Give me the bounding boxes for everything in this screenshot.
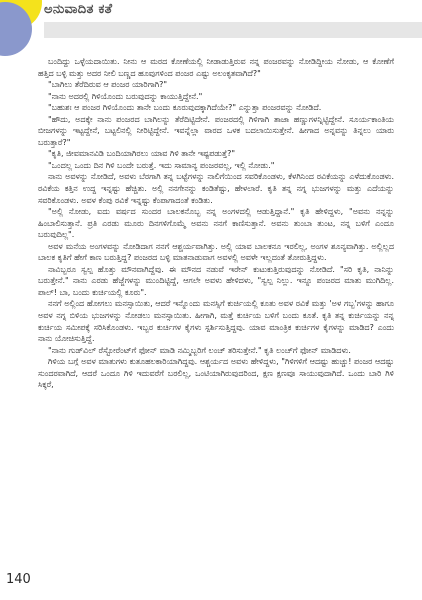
paragraph: "ಹೌದು, ಅದಕ್ಕೇ ನಾನು ಪಂಜರದ ಬಾಗಿಲನ್ನು ತೆರೆದಿಟ್ಟಿದೇನೆ. ಪಂಜರದಲ್ಲಿ ಗಿಳಿಗಾಗಿ ತಾಜಾ ಹಣ್ಣುಗಳನ್ನಿಟ್ಟಿದ್ದೇನೆ. ಸೂರ್ಯಕಾಂತಿಯ ಬೀಜಗಳನ್ನು ಇಟ್ಟದ್ದೇನೆ, ಬಟ್ಟಲಿನಲ್ಲಿ ನೀರಿಟ್ಟಿದ್ದೇನೆ. ಇವನ್ನೆಲ್ಲಾ ವಾರದ ಒಳಕ ಬದಲಾಯಿಸುತ್ತೇನೆ. ಹೀಗಾದ ಅನ್ನವನ್ನು ತಿನ್ನಲು ಯಾರು ಬರುತ್ತಾರೆ?" bbox=[38, 114, 394, 147]
paragraph: ಗಿಳಿಯ ಬಗ್ಗೆ ಅವಳ ಮಾತುಗಳು ಕುತೂಹಲಕಾರಿಯಾಗಿದ್ದವು. ಆಶ್ಚರ್ಯದ ಅವಳು ಹೇಳಿದ್ದಳು, "ಗಿಳಿಗಳಿಗೆ ಆದಷ್ಟು ಹುಚ್ಚು! ಪಂಜರ ಆದಷ್ಟು ಸುಂದರವಾಗಿದೆ, ಆದರೆ ಒಂದೂ ಗಿಳಿ ಇದುವರೆಗೆ ಬರಲಿಲ್ಲ, ಒಂಟಿಯಾಗಿರುವುದರಿಂದ, ಕ್ಷಣ ಕ್ಷಣವೂ ಸಾಯುವುದಾಗಿದೆ. ಒಂದು ಬಾರಿ ಗಿಳಿ ಸಿಕ್ಕರೆ, bbox=[38, 357, 394, 390]
paragraph: "ನಾನು ಅದರಲ್ಲಿ ಗಿಳಿಯೊಂದು ಬರುವುದನ್ನು ಕಾಯುತ್ತಿದ್ದೇನೆ." bbox=[48, 91, 203, 101]
paragraph: "ಅಲ್ಲಿ ನೋಡು, ಐದು ವರ್ಷದ ಸುಂದರ ಬಾಲಕನೊಬ್ಬ ನನ್ನ ಅಂಗಳದಲ್ಲಿ ಆಡುತ್ತಿದ್ದಾನೆ." ಕೃತಿ ಹೇಳಿದ್ದಳು, "ಅವನು ನನ್ನನ್ನು ಹಿಂಬಾಲಿಸುತ್ತಾನೆ. ಪ್ರತಿ ಎರಡು ಮೂರು ದಿನಗಳಿಗೊಮ್ಮೆ ಅವನು ನನಗೆ ಕಾಣಿಸುತ್ತಾನೆ. ಅವನು ತುಂಬಾ ತುಂಟ, ನನ್ನ ಬಳಿಗೆ ಎಂದೂ ಬರುವುದಿಲ್ಲ". bbox=[38, 207, 394, 240]
page-number: 140 bbox=[6, 572, 31, 587]
body-text bbox=[38, 56, 394, 568]
paragraph: ನಾವಿಬ್ಬರೂ ಸ್ವಲ್ಪ ಹೊತ್ತು ಮೌನವಾಗಿದ್ದೆವು. ಈ ಮೌನದ ನಡುವೆ ಇರೇನ್ ಕುಟುಕುತ್ತಿರುವುದನ್ನು ನೋಡಿದೆ. "ಸರಿ ಕೃತಿ, ನಾನಿನ್ನು ಬರುತ್ತೇನೆ." ನಾನು ಎರಡು ಹೆಜ್ಜೆಗಳನ್ನು ಮುಂದಿಟ್ಟಿದ್ದೆ, ಆಗಲೇ ಅವಳು ಹೇಳಿದಳು, "ಸ್ವಲ್ಪ ನಿಲ್ಲು. ಇನ್ನೂ ಪಂಜರದ ಮಾತು ಮುಗಿದಿಲ್ಲ. ಪಾಲ್! ಬಾ, ಬಂದು ಕುರ್ಚಿಯಲ್ಲಿ ಕೂರು". bbox=[38, 264, 394, 297]
paragraph: "ಬಹುಶಃ ಆ ಪಂಜರ ಗಿಳಿಯೊಂದು ತಾನೇ ಬಂದು ಕೂರುವುದಕ್ಕಾಗಿದೆಯೇ?" ಎನ್ನುತ್ತಾ ಪಂಜರವನ್ನು ನೋಡಿದೆ. bbox=[48, 103, 322, 113]
header-gray-band bbox=[44, 22, 422, 38]
running-header-title: ಅನುವಾದಿತ ಕತೆ bbox=[44, 2, 113, 17]
paragraph: ಬಂದಿದ್ದು ಒಳ್ಳೆಯದಾಯಿತು. ನೀನು ಆ ಮರದ ಕೋಣೆಯಲ್ಲಿ ನೀಡಾಡುತ್ತಿರುವ ನನ್ನ ಪಂಜರವನ್ನು ನೋಡಿದ್ದೀಯ ನೋಡು, ಆ ಕೋಣೆಗೆ ಹತ್ತಿದ ಬಳ್ಳಿ ಮತ್ತು ಅದರ ನೀಲಿ ಬಣ್ಣದ ಹೂವುಗಳಿಂದ ಪಂಜರ ಎಷ್ಟು ಅಲಂಕೃತವಾಗಿದೆ?" bbox=[38, 57, 394, 78]
decorative-blue-circle bbox=[0, 2, 32, 56]
paragraph: "ಒಂದಲ್ಲ ಒಂದು ದಿನ ಗಿಳಿ ಬಂದೇ ಬರುತ್ತೆ. ಇದು ಸಾಮಾನ್ಯ ಪಂಜರವಲ್ಲ, ಇಲ್ಲಿ ನೋಡು." bbox=[48, 160, 275, 170]
paragraph: "ಬಾಗಿಲು ತೆರೆದಿರುವ ಆ ಪಂಜರ ಯಾರಿಗಾಗಿ?" bbox=[48, 80, 168, 90]
paragraph: ಅವಳ ಮನೆಯ ಅಂಗಳವನ್ನು ನೋಡಿದಾಗ ನನಗೆ ಆಶ್ಚರ್ಯವಾಗಿತ್ತು. ಅಲ್ಲಿ ಯಾವ ಬಾಲಕನೂ ಇರಲಿಲ್ಲ, ಅಂಗಳ ಶೂನ್ಯವಾಗಿತ್ತು. ಅಲ್ಲಿಲ್ಲದ ಬಾಲಕ ಕೃತಿಗೆ ಹೇಗೆ ಕಾಣ ಬರುತ್ತಿದ್ದ? ಪಂಜರದ ಬಳ್ಳಿ ಮಾತನಾಡುವಾಗ ಅವಳಲ್ಲಿ ಅವಳೇ ಇಲ್ಲದಂತೆ ತೋರುತ್ತಿದ್ದಳು. bbox=[38, 241, 394, 263]
paragraph: "ನಾನು ಗುಡ್‌ವಿಲ್ ರೆಸ್ಟೋರೆಂಟ್‌ಗೆ ಫೋನ್ ಮಾಡಿ ನಮ್ಮಿಬ್ಬರಿಗೆ ಲಂಚ್ ತರಿಸುತ್ತೇನೆ." ಕೃತಿ ಲಂಚ್‌ಗೆ ಫೋನ್ ಮಾಡಿದಳು. bbox=[48, 345, 351, 355]
paragraph: "ಕೃತಿ, ಜೀವಮಾನವಿಡಿ ಬಂದಿಯಾಗಿರಲು ಯಾವ ಗಿಳಿ ತಾನೇ ಇಷ್ಟಪಡುತ್ತೆ?" bbox=[48, 149, 236, 159]
decorative-yellow-circle bbox=[0, 0, 42, 30]
paragraph: ನಾನು ಅವಳನ್ನು ನೋಡಿದೆ, ಅವಳು ಬೆರಗಾಗಿ ತನ್ನ ಬಟ್ಟೆಗಳನ್ನು ನಾಲಿಗೆಯಿಂದ ಸವರಿಕೊಂಡಳು, ಕೆಳಗಿನಿಂದ ರವಿಕೆಯನ್ನು ಎಳೆದುಕೊಂಡಳು. ರವಿಕೆಯ ಕತ್ತಿನ ಉದ್ದ ಇನ್ನಷ್ಟು ಹೆಚ್ಚಿತು. ಅಲ್ಲಿ ನನಗೇನನ್ನು ಕಂಡಿತೆಷ್ಟು, ಹೇಳಲಾರೆ. ಕೃತಿ ತನ್ನ ನಗ್ನ ಭುಜಗಳನ್ನು ಮತ್ತು ಎದೆಯನ್ನು ಸವರಿಕೊಂಡಳು. ಅವಳ ಕೆಂಪು ರವಿಕೆ ಇನ್ನಷ್ಟು ಕೆಂಪಾಗಾದಂತೆ ಕಂಡಿತು. bbox=[38, 172, 394, 205]
paragraph: ನನಗೆ ಅಲ್ಲಿಂದ ಹೋಗಲು ಮನಸ್ಸಾಯಿತು, ಆದರೆ ಇನ್ನೊಂದು ಮನಸ್ಸಿಗೆ ಕುರ್ಚಿಯಲ್ಲಿ ಕೂತು ಅವಳ ರವಿಕೆ ಮತ್ತು 'ಅಳ ಗಬ್ಬ'ಗಳನ್ನು ಹಾಗೂ ಅವಳ ನಗ್ನ ಬಿಳಿಯ ಭುಜಗಳನ್ನು ನೋಡಲು ಮನಸ್ಸಾಯಿತು. ಹೀಗಾಗಿ, ಮತ್ತೆ ಕುರ್ಚಿಯ ಬಳಿಗೆ ಬಂದು ಕೂತೆ. ಕೃತಿ ತನ್ನ ಕುರ್ಚಿಯನ್ನು ನನ್ನ ಕುರ್ಚಿಯ ಸಮೀಪಕ್ಕೆ ಸರಿಸಿಕೊಂಡಳು. ಇಬ್ಬರ ಕುರ್ಚಿಗಳ ಕೈಗಳು ಸ್ಪರ್ಶಿಸುತ್ತಿದ್ದವು. ಯಾವ ಮಾಂತ್ರಿಕ ಕುರ್ಚಿಗಳ ಕೈಗಳನ್ನು ಮಾಡಿದ? ಎಂದು ನಾನು ಯೋಚಿಸುತ್ತಿದ್ದೆ. bbox=[38, 299, 394, 344]
